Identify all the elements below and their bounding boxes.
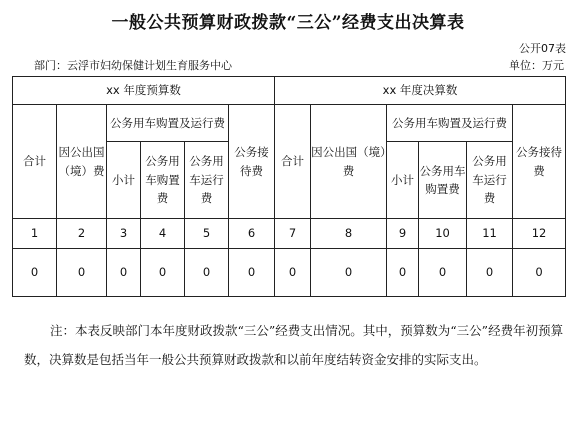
col-reception-final: 公务接待费 <box>513 105 566 219</box>
value-cell: 0 <box>141 249 185 297</box>
value-cell: 0 <box>13 249 57 297</box>
expenditure-table <box>12 76 566 297</box>
col-total-final: 合计 <box>275 105 311 219</box>
index-cell: 8 <box>311 219 387 249</box>
value-cell: 0 <box>387 249 419 297</box>
index-cell: 6 <box>229 219 275 249</box>
col-operation-budget: 公务用车运行费 <box>185 142 229 219</box>
value-cell: 0 <box>57 249 107 297</box>
value-cell: 0 <box>229 249 275 297</box>
index-cell: 7 <box>275 219 311 249</box>
col-abroad-budget: 因公出国（境）费 <box>57 105 107 219</box>
index-cell: 5 <box>185 219 229 249</box>
page-title: 一般公共预算财政拨款“三公”经费支出决算表 <box>111 13 465 33</box>
col-operation-final: 公务用车运行费 <box>467 142 513 219</box>
col-vehicle-final: 公务用车购置及运行费 <box>387 105 513 142</box>
col-purchase-budget: 公务用车购置费 <box>141 142 185 219</box>
index-cell: 1 <box>13 219 57 249</box>
col-abroad-final: 因公出国（境）费 <box>311 105 387 219</box>
index-cell: 9 <box>387 219 419 249</box>
index-cell: 4 <box>141 219 185 249</box>
budget-header: xx 年度预算数 <box>13 77 275 105</box>
col-vehicle-budget: 公务用车购置及运行费 <box>107 105 229 142</box>
col-subtotal-budget: 小计 <box>107 142 141 219</box>
value-cell: 0 <box>107 249 141 297</box>
value-cell: 0 <box>185 249 229 297</box>
value-cell: 0 <box>275 249 311 297</box>
department-label: 部门：云浮市妇幼保健计划生育服务中心 <box>34 59 232 72</box>
col-total-budget: 合计 <box>13 105 57 219</box>
index-cell: 3 <box>107 219 141 249</box>
unit-label: 单位：万元 <box>509 59 564 72</box>
footnote-text: 注：本表反映部门本年度财政拨款“三公”经费支出情况。其中，预算数为“三公”经费年初预算数，决算数是包括当年一般公共预算财政拨款和以前年度结转资金安排的实际支出。 <box>24 323 564 367</box>
footnote <box>24 316 564 374</box>
final-header: xx 年度决算数 <box>275 77 566 105</box>
value-cell: 0 <box>419 249 467 297</box>
index-cell: 12 <box>513 219 566 249</box>
index-cell: 10 <box>419 219 467 249</box>
value-cell: 0 <box>513 249 566 297</box>
form-code: 公开07表 <box>519 42 566 55</box>
col-reception-budget: 公务接待费 <box>229 105 275 219</box>
index-cell: 11 <box>467 219 513 249</box>
col-purchase-final: 公务用车购置费 <box>419 142 467 219</box>
value-cell: 0 <box>467 249 513 297</box>
value-cell: 0 <box>311 249 387 297</box>
index-cell: 2 <box>57 219 107 249</box>
col-subtotal-final: 小计 <box>387 142 419 219</box>
